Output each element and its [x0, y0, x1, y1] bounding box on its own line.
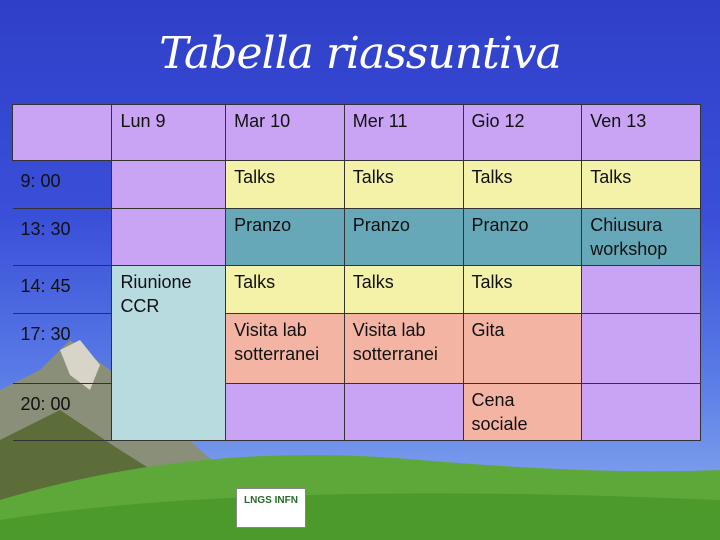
- cell-mar-visita: Visita lab sotterranei: [226, 314, 345, 384]
- header-lun: Lun 9: [112, 105, 226, 161]
- row-1330: [13, 209, 701, 266]
- cell-mer-empty: [344, 384, 463, 441]
- row-1445: [13, 266, 701, 314]
- cell-mar-talks: Talks: [226, 161, 345, 209]
- cell-lun-0900: [112, 161, 226, 209]
- grass-hill-image: [0, 440, 720, 540]
- time-label: 13: 30: [13, 209, 112, 266]
- cell-gio-cena: Cena sociale: [463, 384, 582, 441]
- cell-ven-empty: [582, 384, 701, 441]
- cell-mer-talks: Talks: [344, 266, 463, 314]
- cell-gio-talks: Talks: [463, 161, 582, 209]
- cell-ven-empty: [582, 314, 701, 384]
- cell-mar-talks: Talks: [226, 266, 345, 314]
- row-0900: [13, 161, 701, 209]
- cell-gio-talks: Talks: [463, 266, 582, 314]
- cell-ven-empty: [582, 266, 701, 314]
- time-label: 20: 00: [13, 384, 112, 441]
- cell-ven-talks: Talks: [582, 161, 701, 209]
- header-row: [13, 105, 701, 161]
- header-ven: Ven 13: [582, 105, 701, 161]
- cell-lun-riunione: Riunione CCR: [112, 266, 226, 441]
- cell-mar-pranzo: Pranzo: [226, 209, 345, 266]
- cell-gio-pranzo: Pranzo: [463, 209, 582, 266]
- cell-mer-talks: Talks: [344, 161, 463, 209]
- time-label: 14: 45: [13, 266, 112, 314]
- header-mar: Mar 10: [226, 105, 345, 161]
- cell-ven-chiusura: Chiusura workshop: [582, 209, 701, 266]
- header-mer: Mer 11: [344, 105, 463, 161]
- schedule-table: [12, 104, 701, 441]
- cell-mer-visita: Visita lab sotterranei: [344, 314, 463, 384]
- cell-lun-1330: [112, 209, 226, 266]
- cell-mar-empty: [226, 384, 345, 441]
- time-label: 9: 00: [13, 161, 112, 209]
- logo-subtitle-bar: [237, 514, 305, 520]
- header-gio: Gio 12: [463, 105, 582, 161]
- cell-mer-pranzo: Pranzo: [344, 209, 463, 266]
- logo-text: LNGS INFN: [244, 495, 298, 506]
- time-label: 17: 30: [13, 314, 112, 384]
- page-title: Tabella riassuntiva: [159, 28, 561, 79]
- lngs-infn-logo: [236, 488, 306, 528]
- cell-gio-gita: Gita: [463, 314, 582, 384]
- header-empty-cell: [13, 105, 112, 161]
